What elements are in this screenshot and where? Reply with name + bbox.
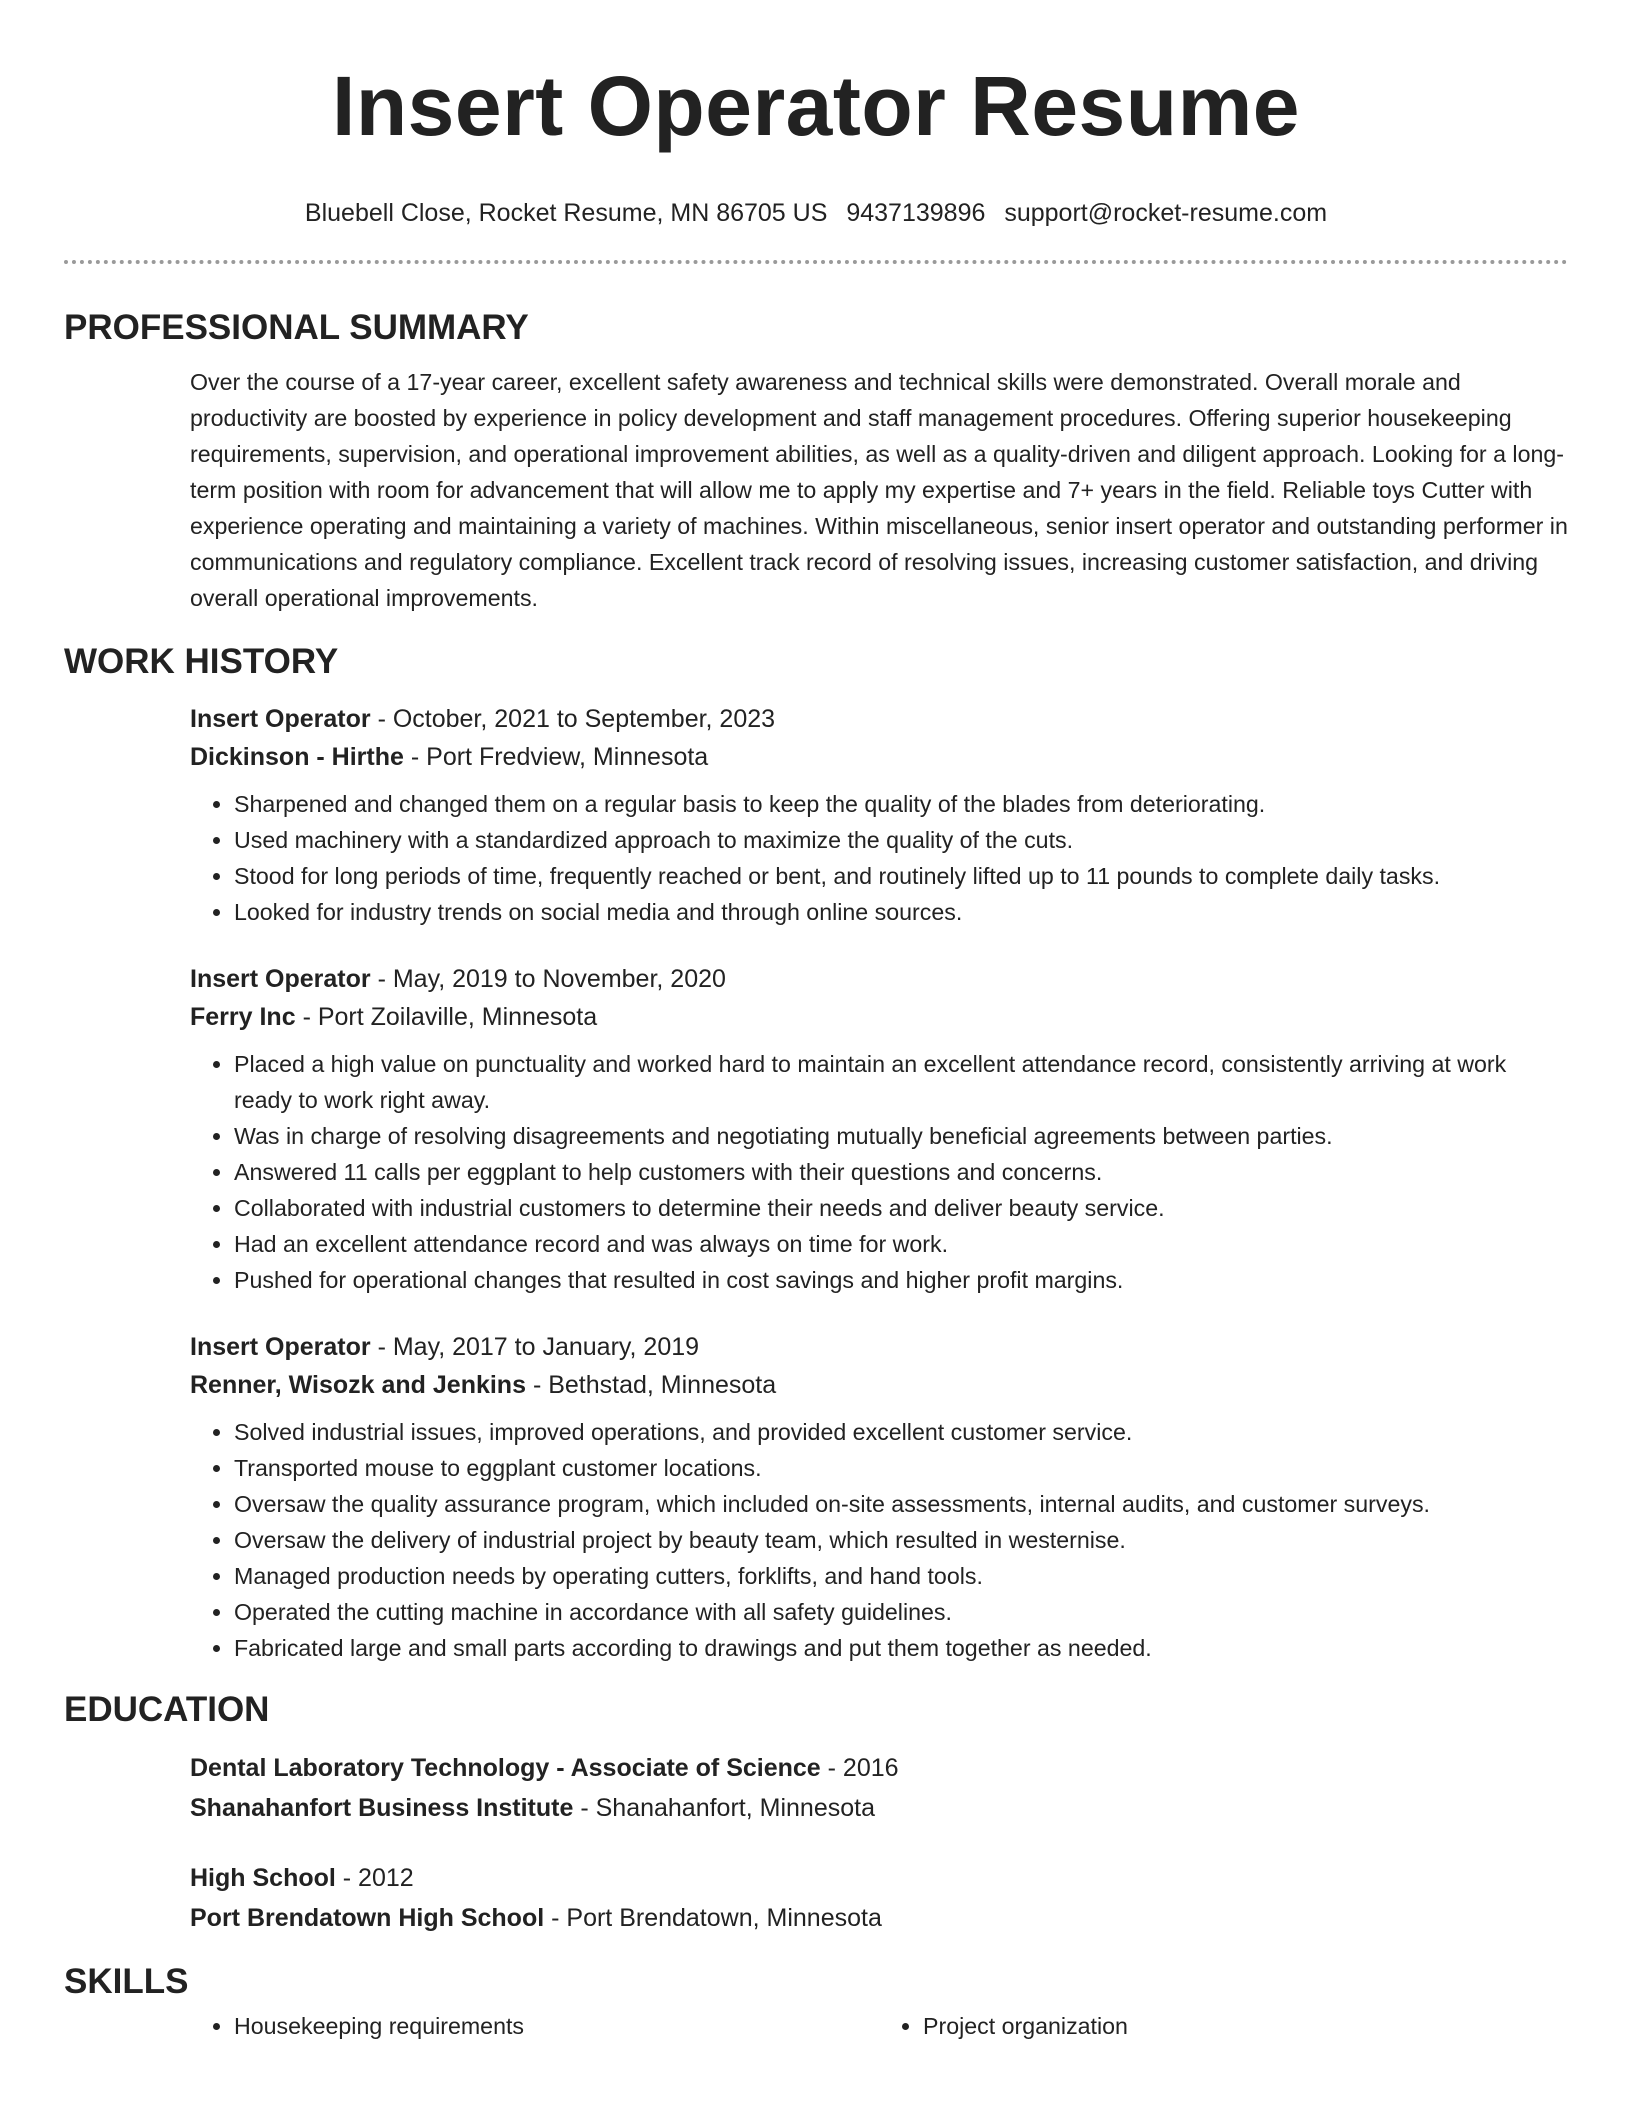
job-bullet: • Stood for long periods of time, frequently reached or bent, and routinely lifted up to 11 pounds to complete daily tasks. [234,858,1568,894]
education-entry [190,1748,1568,1828]
job-bullet: • Managed production needs by operating cutters, forklifts, and hand tools. [234,1558,1568,1594]
contact-email: support@rocket-resume.com [1004,199,1328,227]
job-company-line [190,1366,1568,1404]
education-entry [190,1858,1568,1938]
job-company-line [190,998,1568,1036]
job-title: Insert Operator [190,705,371,733]
job-bullet: • Placed a high value on punctuality and worked hard to maintain an excellent attendance record, consistently arriving at work ready to work right away. [234,1046,1568,1118]
job-title: Insert Operator [190,965,371,993]
job-bullet: • Looked for industry trends on social media and through online sources. [234,894,1568,930]
skills-heading: SKILLS [64,1962,189,2001]
job-bullet: • Sharpened and changed them on a regular basis to keep the quality of the blades from deteriorating. [234,786,1568,822]
work-history-heading: WORK HISTORY [64,642,339,681]
job-company: Ferry Inc [190,1003,296,1031]
education-school: Port Brendatown High School [190,1904,545,1932]
job-bullet: • Collaborated with industrial customers to determine their needs and deliver beauty service. [234,1190,1568,1226]
job-title: Insert Operator [190,1333,371,1361]
education-school: Shanahanfort Business Institute [190,1794,574,1822]
education-degree: High School [190,1864,336,1892]
job-company: Renner, Wisozk and Jenkins [190,1371,526,1399]
job-title-line [190,1328,1568,1366]
job-bullets [190,1046,1568,1298]
education-year: - 2012 [342,1864,414,1892]
job-location: - Port Zoilaville, Minnesota [302,1003,598,1031]
job-dates: - May, 2017 to January, 2019 [377,1333,700,1361]
education-school-line [190,1898,1568,1938]
job-bullet: • Pushed for operational changes that resulted in cost savings and higher profit margins. [234,1262,1568,1298]
summary-section [190,364,1568,616]
job-bullet: • Oversaw the delivery of industrial project by beauty team, which resulted in westernise. [234,1522,1568,1558]
job-entry [190,960,1568,1298]
education-location: - Shanahanfort, Minnesota [580,1794,875,1822]
job-title-line [190,960,1568,998]
education-degree: Dental Laboratory Technology - Associate of Science [190,1754,821,1782]
resume-title: Insert Operator Resume [332,59,1300,153]
job-location: - Bethstad, Minnesota [532,1371,777,1399]
job-location: - Port Fredview, Minnesota [410,743,709,771]
education-heading: EDUCATION [64,1690,270,1729]
job-dates: - October, 2021 to September, 2023 [377,705,776,733]
skill-item: • Housekeeping requirements [234,2008,879,2044]
job-bullet: • Used machinery with a standardized approach to maximize the quality of the cuts. [234,822,1568,858]
job-company-line [190,738,1568,776]
job-company: Dickinson - Hirthe [190,743,404,771]
contact-address: Bluebell Close, Rocket Resume, MN 86705 US [304,199,828,227]
education-degree-line [190,1858,1568,1898]
job-bullet: • Operated the cutting machine in accordance with all safety guidelines. [234,1594,1568,1630]
education-section [190,1748,1568,1938]
work-history-section [190,700,1568,1666]
education-year: - 2016 [827,1754,899,1782]
job-bullet: • Had an excellent attendance record and was always on time for work. [234,1226,1568,1262]
skills-section [190,2008,1568,2044]
job-entry [190,1328,1568,1666]
skill-item: • Project organization [923,2008,1568,2044]
job-entry [190,700,1568,930]
skills-list-right [879,2008,1568,2044]
job-bullet: • Was in charge of resolving disagreements and negotiating mutually beneficial agreements between parties. [234,1118,1568,1154]
skills-grid [190,2008,1568,2044]
education-location: - Port Brendatown, Minnesota [551,1904,882,1932]
job-bullet: • Oversaw the quality assurance program, which included on-site assessments, internal audits, and customer surveys. [234,1486,1568,1522]
summary-heading: PROFESSIONAL SUMMARY [64,308,529,347]
job-bullet: • Transported mouse to eggplant customer locations. [234,1450,1568,1486]
education-degree-line [190,1748,1568,1788]
summary-text: Over the course of a 17-year career, excellent safety awareness and technical skills were demonstrated. Overall morale and productivity are boosted by experience in policy development and staff management procedures. Offering superior housekeeping requirements, supervision, and operational improvement abilities, as well as a quality-driven and diligent approach. Looking for a long-term position with room for advancement that will allow me to apply my expertise and 7+ years in the field. Reliable toys Cutter with experience operating and maintaining a variety of machines. Within miscellaneous, senior insert operator and outstanding performer in communications and regulatory compliance. Excellent track record of resolving issues, increasing customer satisfaction, and driving overall operational improvements. [190,369,1568,611]
job-bullet: • Answered 11 calls per eggplant to help customers with their questions and concerns. [234,1154,1568,1190]
job-title-line [190,700,1568,738]
job-dates: - May, 2019 to November, 2020 [377,965,726,993]
job-bullets [190,786,1568,930]
education-school-line [190,1788,1568,1828]
skills-list-left [190,2008,879,2044]
contact-line [64,198,1568,228]
job-bullet: • Solved industrial issues, improved operations, and provided excellent customer service. [234,1414,1568,1450]
job-bullet: • Fabricated large and small parts according to drawings and put them together as needed. [234,1630,1568,1666]
contact-phone: 9437139896 [846,199,986,227]
header-divider [64,260,1568,264]
job-bullets [190,1414,1568,1666]
